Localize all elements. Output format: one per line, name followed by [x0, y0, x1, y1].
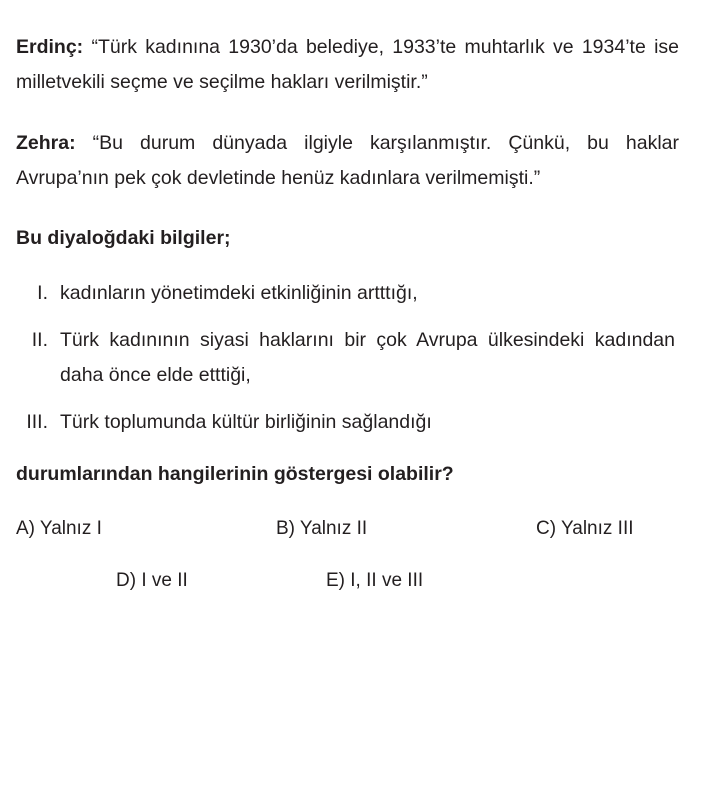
option-e[interactable]: E) I, II ve III: [326, 569, 424, 591]
speaker-quote-zehra: “Bu durum dünyada ilgiyle karşılanmıştır. Çünkü, bu haklar Avrupa’nın pek çok devletinde henüz kadınlara verilmemişti.”: [16, 131, 679, 189]
list-item-marker: III.: [26, 410, 48, 433]
option-a[interactable]: A) Yalnız I: [16, 517, 102, 539]
answer-options-row-top: [16, 514, 685, 544]
list-item-marker: I.: [37, 281, 48, 304]
answer-options-row-bottom: [16, 566, 685, 596]
question-tail: durumlarından hangilerinin göstergesi olabilir?: [16, 462, 454, 485]
option-b[interactable]: B) Yalnız II: [276, 517, 368, 539]
speaker-quote-erdinc: “Türk kadınına 1930’da belediye, 1933’te muhtarlık ve 1934’te ise milletvekili seçme ve seçilme hakları verilmiştir.”: [16, 35, 679, 93]
option-d[interactable]: D) I ve II: [116, 569, 188, 591]
list-item-marker: II.: [31, 328, 48, 351]
list-item-text: kadınların yönetimdeki etkinliğinin artttığı,: [60, 281, 418, 304]
list-item: [16, 405, 685, 440]
dialogue-line-erdinc: [16, 30, 685, 100]
list-item: [16, 323, 685, 393]
list-item-text: Türk toplumunda kültür birliğinin sağlandığı: [60, 410, 432, 433]
dialogue-line-zehra: [16, 126, 685, 196]
question-lead: Bu diyaloğdaki bilgiler;: [16, 226, 231, 249]
speaker-name-zehra: Zehra:: [16, 131, 76, 154]
list-item: [16, 276, 685, 311]
speaker-name-erdinc: Erdinç:: [16, 35, 84, 58]
list-item-text: Türk kadınının siyasi haklarını bir çok Avrupa ülkesindeki kadından daha önce elde etttiği,: [60, 328, 675, 386]
roman-numeral-list: [16, 276, 685, 440]
option-c[interactable]: C) Yalnız III: [536, 517, 634, 539]
